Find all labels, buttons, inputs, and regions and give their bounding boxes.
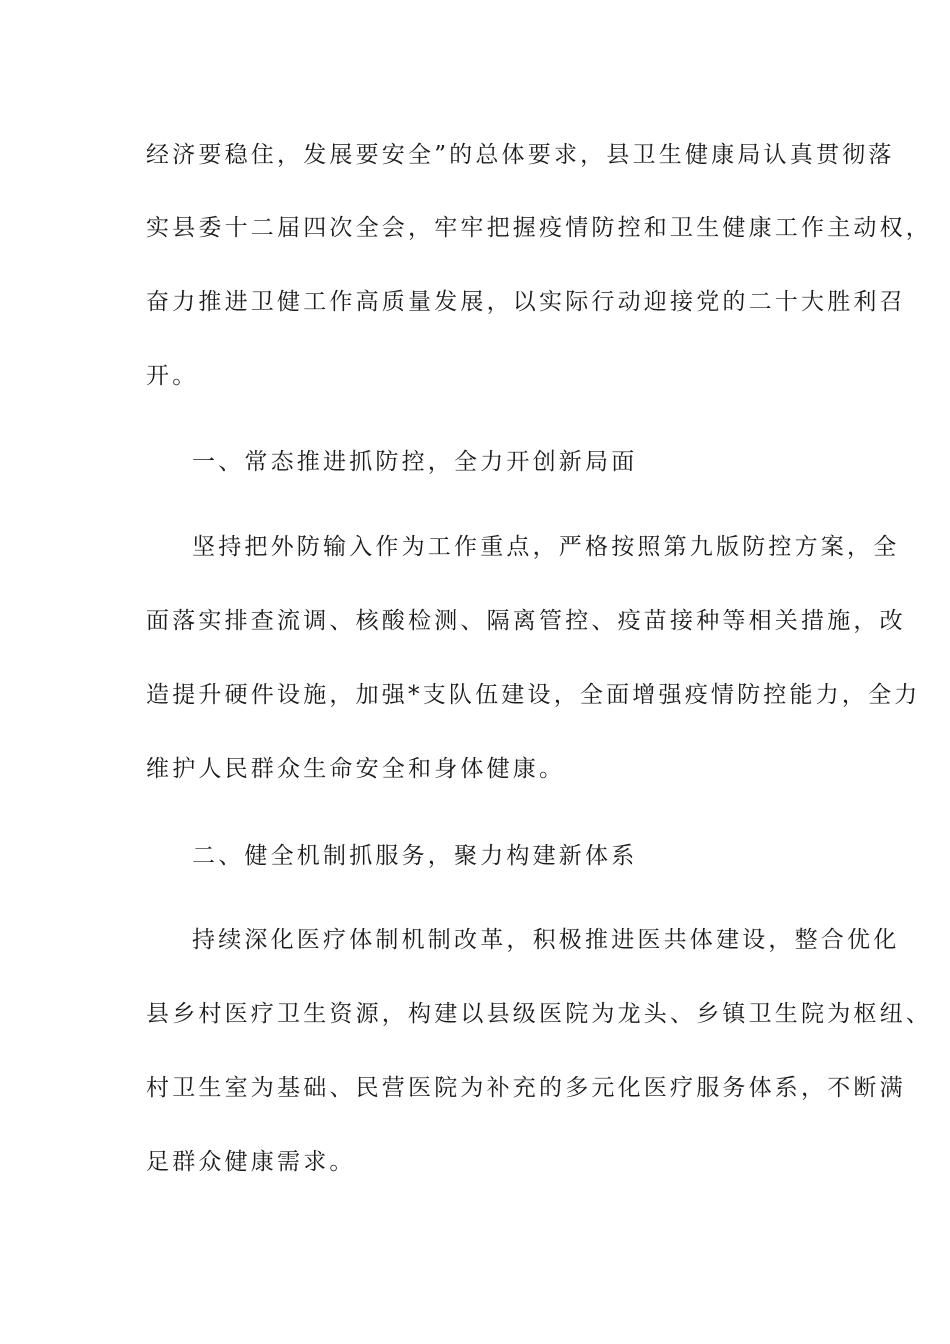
paragraph-line: 造提升硬件设施，加强*支队伍建设，全面增强疫情防控能力，全力	[146, 682, 921, 708]
paragraph-line: 足群众健康需求。	[146, 1149, 356, 1175]
paragraph-line: 面落实排查流调、核酸检测、隔离管控、疫苗接种等相关措施，改	[146, 608, 906, 634]
paragraph-line: 经济要稳住，发展要安全”的总体要求，县卫生健康局认真贯彻落	[146, 142, 895, 168]
section-heading: 一、常态推进抓防控，全力开创新局面	[192, 449, 638, 475]
paragraph-line: 持续深化医疗体制机制改革，积极推进医共体建设，整合优化	[192, 927, 900, 953]
section-heading: 二、健全机制抓服务，聚力构建新体系	[192, 843, 638, 869]
paragraph-line: 村卫生室为基础、民营医院为补充的多元化医疗服务体系，不断满	[146, 1075, 906, 1101]
paragraph-line: 奋力推进卫健工作高质量发展，以实际行动迎接党的二十大胜利召	[146, 289, 906, 315]
paragraph-line: 维护人民群众生命安全和身体健康。	[146, 756, 566, 782]
paragraph-line: 开。	[146, 363, 199, 389]
paragraph-line: 实县委十二届四次全会，牢牢把握疫情防控和卫生健康工作主动权，	[146, 215, 932, 241]
paragraph-line: 坚持把外防输入作为工作重点，严格按照第九版防控方案，全	[192, 534, 900, 560]
paragraph-line: 县乡村医疗卫生资源，构建以县级医院为龙头、乡镇卫生院为枢纽、	[146, 1001, 932, 1027]
